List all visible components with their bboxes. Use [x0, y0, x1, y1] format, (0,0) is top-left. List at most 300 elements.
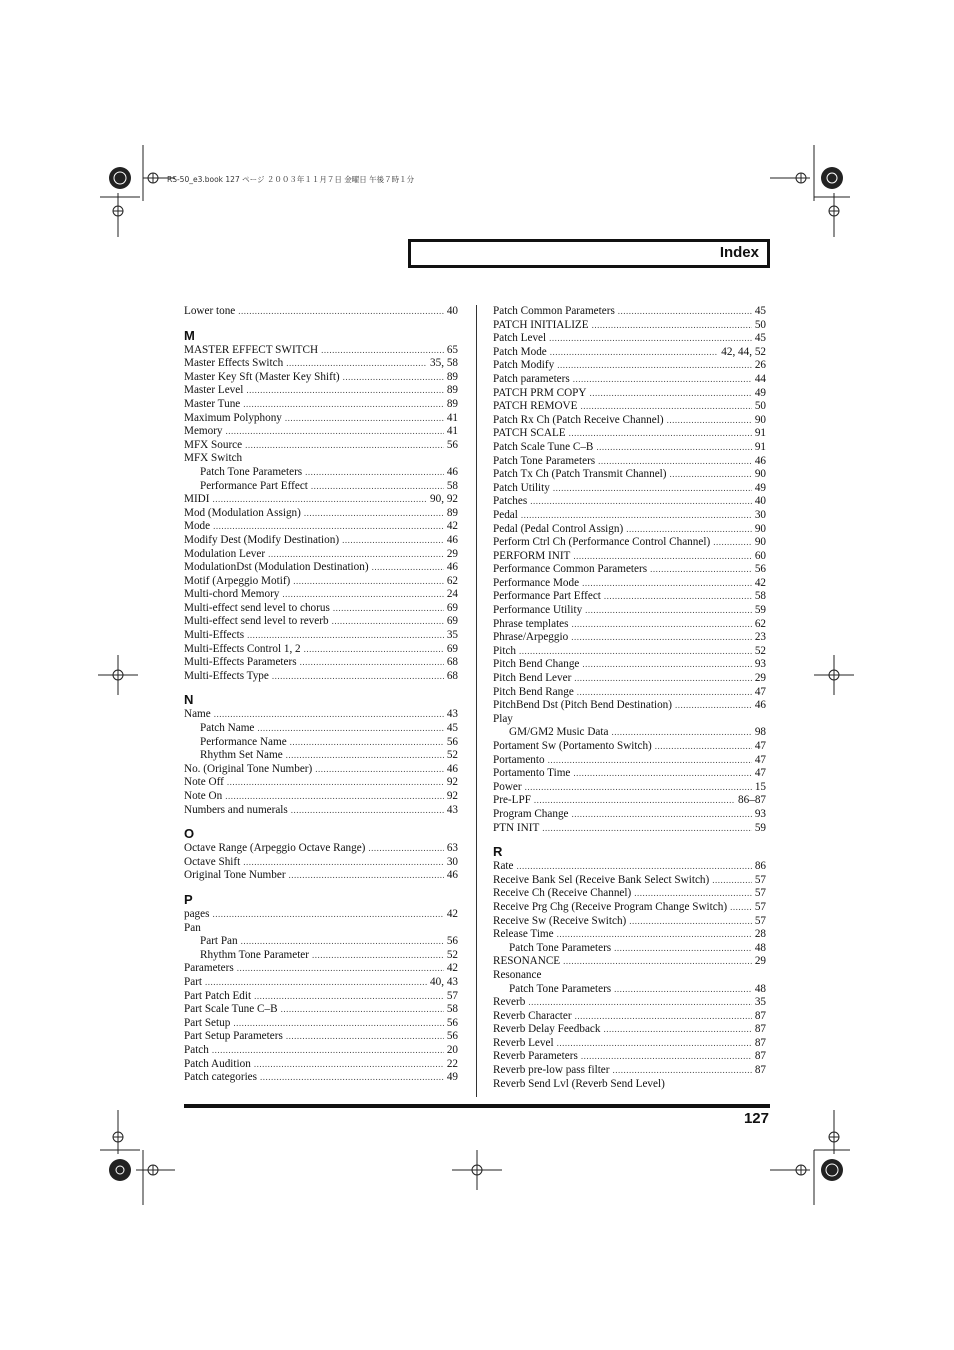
index-term: RESONANCE — [493, 955, 561, 968]
dot-leader — [286, 357, 427, 371]
index-page-ref: 91 — [754, 427, 766, 440]
index-term: Patch Tone Parameters — [200, 465, 303, 478]
index-entry — [493, 631, 766, 645]
index-term: MASTER EFFECT SWITCH — [184, 343, 319, 356]
index-term: Rhythm Set Name — [200, 749, 283, 762]
index-page-ref: 90 — [754, 522, 766, 535]
index-entry — [184, 922, 458, 936]
registration-mark-left-middle — [98, 655, 138, 695]
dot-leader — [614, 983, 752, 997]
index-term: Multi-Effects Type — [184, 669, 269, 682]
index-page-ref: 60 — [754, 549, 766, 562]
index-page-ref: 42, 44, 52 — [721, 345, 766, 358]
dot-leader — [321, 344, 444, 358]
index-entry — [184, 561, 458, 575]
index-page-ref: 15 — [754, 780, 766, 793]
index-term: Performance Part Effect — [200, 479, 308, 492]
index-term: Receive Prg Chg (Receive Program Change Switch) — [493, 900, 728, 913]
index-entry — [493, 482, 766, 496]
dot-leader — [528, 996, 752, 1010]
index-entry — [184, 412, 458, 426]
index-page-ref: 50 — [754, 400, 766, 413]
index-page-ref: 46 — [446, 869, 458, 882]
dot-leader — [530, 495, 752, 509]
index-entry — [493, 455, 766, 469]
index-entry — [493, 563, 766, 577]
index-entry — [184, 439, 458, 453]
index-page-ref: 69 — [446, 601, 458, 614]
index-entry — [493, 400, 766, 414]
index-page-ref: 41 — [446, 411, 458, 424]
index-page-ref: 57 — [754, 873, 766, 886]
index-entry — [493, 305, 766, 319]
index-entry — [493, 1050, 766, 1064]
index-term: Note Off — [184, 776, 224, 789]
dot-leader — [534, 794, 735, 808]
dot-leader — [312, 949, 444, 963]
index-term: Multi-Effects Parameters — [184, 656, 297, 669]
dot-leader — [580, 400, 751, 414]
index-term: Original Tone Number — [184, 869, 286, 882]
index-term: Performance Name — [200, 735, 287, 748]
index-entry — [184, 398, 458, 412]
index-page-ref: 92 — [446, 790, 458, 802]
dot-leader — [557, 1037, 752, 1051]
index-entry — [493, 645, 766, 659]
index-term: Program Change — [493, 807, 569, 820]
index-page-ref: 87 — [754, 1023, 766, 1036]
index-page-ref: 93 — [754, 658, 766, 671]
dot-leader — [569, 427, 752, 441]
index-entry — [493, 577, 766, 591]
dot-leader — [304, 507, 444, 521]
index-page-ref: 49 — [754, 481, 766, 494]
index-term: Patch Name — [200, 722, 255, 735]
dot-leader — [585, 604, 752, 618]
index-entry — [493, 468, 766, 482]
index-term: Modify Dest (Modify Destination) — [184, 533, 340, 546]
index-term: Multi-effect send level to chorus — [184, 601, 330, 614]
index-page-ref: 46 — [754, 699, 766, 712]
index-term: Motif (Arpeggio Motif) — [184, 574, 291, 587]
index-term: Receive Ch (Receive Channel) — [493, 887, 632, 900]
dot-leader — [285, 412, 444, 426]
index-page-ref: 22 — [446, 1057, 458, 1070]
index-entry — [493, 536, 766, 550]
index-term: Multi-effect send level to reverb — [184, 615, 329, 628]
index-entry — [493, 672, 766, 686]
index-page-ref: 63 — [446, 842, 458, 855]
index-term: GM/GM2 Music Data — [509, 726, 609, 739]
footer-rule — [184, 1104, 770, 1108]
index-subentry — [184, 949, 458, 963]
index-page-ref: 30 — [754, 508, 766, 521]
index-page-ref: 23 — [754, 631, 766, 644]
index-subentry — [493, 983, 766, 997]
dot-leader — [629, 915, 752, 929]
index-entry — [493, 808, 766, 822]
index-term: Part Patch Edit — [184, 989, 252, 1002]
index-entry — [493, 754, 766, 768]
index-subentry — [493, 942, 766, 956]
index-term: Maximum Polyphony — [184, 411, 282, 424]
index-term: Resonance — [493, 968, 542, 981]
index-term: Reverb Parameters — [493, 1050, 578, 1063]
index-term: MIDI — [184, 493, 210, 506]
index-term: Multi-chord Memory — [184, 588, 280, 601]
index-term: Patch Level — [493, 332, 547, 345]
dot-leader — [557, 359, 752, 373]
index-page-ref: 29 — [446, 547, 458, 560]
registration-mark-top-left — [100, 145, 180, 245]
index-term: Part Setup — [184, 1016, 231, 1029]
dot-leader — [247, 629, 444, 643]
dot-leader — [573, 767, 751, 781]
index-term: Pitch Bend Change — [493, 658, 580, 671]
index-entry — [493, 699, 766, 713]
index-entry — [184, 708, 458, 722]
index-entry — [493, 658, 766, 672]
index-term: Memory — [184, 425, 223, 438]
index-term: Play — [493, 712, 513, 725]
index-page-ref: 59 — [754, 821, 766, 834]
dot-leader — [574, 672, 752, 686]
index-entry — [493, 955, 766, 969]
dot-leader — [730, 901, 752, 915]
index-entry — [184, 962, 458, 976]
index-page-ref: 24 — [446, 588, 458, 601]
index-term: Receive Sw (Receive Switch) — [493, 914, 627, 927]
dot-leader — [243, 856, 444, 870]
index-term: Perform Ctrl Ch (Performance Control Channel) — [493, 536, 711, 549]
dot-leader — [238, 305, 444, 319]
index-entry — [184, 656, 458, 670]
index-subentry — [184, 749, 458, 763]
dot-leader — [655, 740, 752, 754]
index-page-ref: 57 — [754, 887, 766, 900]
index-term: MFX Source — [184, 438, 243, 451]
index-entry — [184, 869, 458, 883]
dot-leader — [589, 387, 751, 401]
index-entry — [184, 520, 458, 534]
index-entry — [493, 604, 766, 618]
index-entry — [184, 493, 458, 507]
dot-leader — [205, 976, 427, 990]
dot-leader — [286, 1030, 444, 1044]
index-entry — [184, 344, 458, 358]
index-subentry — [184, 466, 458, 480]
index-entry — [493, 441, 766, 455]
index-term: Patch Tone Parameters — [509, 941, 612, 954]
index-page-ref: 26 — [754, 359, 766, 372]
index-page-ref: 87 — [754, 1064, 766, 1077]
index-page-ref: 86 — [754, 860, 766, 873]
index-entry — [493, 767, 766, 781]
index-term: Patch categories — [184, 1071, 257, 1084]
index-term: Phrase templates — [493, 617, 569, 630]
index-page-ref: 59 — [754, 604, 766, 617]
index-term: Mode — [184, 520, 211, 533]
index-page-ref: 65 — [446, 343, 458, 356]
index-term: PATCH INITIALIZE — [493, 318, 589, 331]
dot-leader — [549, 332, 752, 346]
index-page-ref: 42 — [446, 520, 458, 533]
index-column-right — [493, 305, 766, 1091]
index-term: Performance Utility — [493, 604, 583, 617]
index-term: Patch Common Parameters — [493, 305, 615, 317]
dot-leader — [300, 656, 444, 670]
index-entry — [493, 1023, 766, 1037]
dot-leader — [281, 1003, 444, 1017]
index-page-ref: 52 — [754, 644, 766, 657]
dot-leader — [573, 550, 751, 564]
index-page-ref: 91 — [754, 440, 766, 453]
index-page-ref: 68 — [446, 656, 458, 669]
index-page-ref: 47 — [754, 740, 766, 752]
dot-leader — [521, 509, 752, 523]
index-term: Patch Utility — [493, 481, 550, 494]
index-term: Mod (Modulation Assign) — [184, 506, 301, 519]
index-term: Reverb Character — [493, 1009, 572, 1022]
dot-leader — [582, 577, 752, 591]
index-entry — [493, 332, 766, 346]
index-page-ref: 89 — [446, 506, 458, 519]
dot-leader — [563, 955, 752, 969]
index-letter-heading: R — [493, 844, 503, 860]
index-column-left — [184, 305, 458, 1085]
section-title: Index — [719, 244, 759, 261]
section-title-box — [408, 239, 770, 268]
dot-leader — [291, 804, 444, 818]
index-page-ref: 90, 92 — [430, 493, 458, 506]
index-page-ref: 45 — [446, 722, 458, 735]
dot-leader — [246, 384, 443, 398]
index-term: Portamento Time — [493, 767, 571, 780]
dot-leader — [603, 1023, 751, 1037]
index-term: Note On — [184, 790, 223, 802]
index-term: Patch Scale Tune C–B — [493, 440, 594, 453]
dot-leader — [582, 658, 751, 672]
dot-leader — [550, 346, 718, 360]
index-entry — [493, 414, 766, 428]
index-term: Multi-Effects Control 1, 2 — [184, 642, 301, 655]
index-entry — [493, 523, 766, 537]
index-entry — [184, 1044, 458, 1058]
index-page-ref: 89 — [446, 370, 458, 383]
dot-leader — [212, 493, 427, 507]
index-page-ref: 58 — [754, 590, 766, 603]
dot-leader — [525, 781, 752, 795]
dot-leader — [650, 563, 752, 577]
index-subentry — [184, 480, 458, 494]
index-page-ref: 20 — [446, 1043, 458, 1056]
index-entry — [493, 915, 766, 929]
dot-leader — [592, 319, 752, 333]
dot-leader — [519, 645, 752, 659]
index-term: Patch Rx Ch (Patch Receive Channel) — [493, 413, 664, 426]
dot-leader — [254, 1058, 444, 1072]
index-entry — [493, 822, 766, 836]
index-term: Pre-LPF — [493, 794, 531, 807]
index-entry — [493, 740, 766, 754]
registration-mark-bottom-left — [100, 1110, 180, 1205]
index-term: Reverb Level — [493, 1036, 554, 1049]
dot-leader — [634, 887, 752, 901]
index-page-ref: 56 — [446, 735, 458, 748]
index-page-ref: 98 — [754, 726, 766, 739]
index-entry — [493, 996, 766, 1010]
index-term: Rhythm Tone Parameter — [200, 948, 309, 961]
index-entry — [184, 384, 458, 398]
index-page-ref: 46 — [446, 465, 458, 478]
index-term: Patch Mode — [493, 345, 547, 358]
index-term: Part Scale Tune C–B — [184, 1003, 278, 1016]
index-page-ref: 40, 43 — [430, 975, 458, 988]
dot-leader — [289, 869, 444, 883]
index-entry — [184, 776, 458, 790]
dot-leader — [581, 1050, 752, 1064]
index-term: Receive Bank Sel (Receive Bank Select Switch) — [493, 873, 710, 886]
index-page-ref: 92 — [446, 776, 458, 789]
index-term: Patch Audition — [184, 1057, 251, 1070]
index-entry — [184, 763, 458, 777]
dot-leader — [305, 466, 444, 480]
index-term: PERFORM INIT — [493, 549, 571, 562]
dot-leader — [241, 935, 444, 949]
index-term: Name — [184, 708, 211, 721]
index-page-ref: 35, 58 — [430, 357, 458, 370]
index-page-ref: 58 — [446, 1003, 458, 1016]
index-entry — [493, 794, 766, 808]
dot-leader — [675, 699, 752, 713]
index-page-ref: 58 — [446, 479, 458, 492]
index-page-ref: 69 — [446, 642, 458, 655]
index-entry — [184, 371, 458, 385]
index-term: Portament Sw (Portamento Switch) — [493, 740, 652, 752]
index-entry — [493, 1037, 766, 1051]
index-term: Patch — [184, 1043, 209, 1056]
index-term: Patch parameters — [493, 372, 570, 385]
registration-mark-bottom-right — [770, 1110, 850, 1205]
index-term: Parameters — [184, 962, 234, 975]
index-page-ref: 41 — [446, 425, 458, 438]
index-letter-heading: N — [184, 692, 194, 708]
index-entry — [493, 1078, 766, 1092]
dot-leader — [572, 808, 752, 822]
index-page-ref: 48 — [754, 982, 766, 995]
index-page-ref: 57 — [754, 914, 766, 927]
index-term: Numbers and numerals — [184, 803, 288, 816]
index-term: ModulationDst (Modulation Destination) — [184, 561, 369, 574]
index-entry — [184, 842, 458, 856]
index-entry — [184, 1003, 458, 1017]
index-term: Patch Tone Parameters — [493, 454, 596, 467]
index-term: PATCH PRM COPY — [493, 386, 587, 399]
index-page-ref: 49 — [754, 386, 766, 399]
index-term: PATCH SCALE — [493, 427, 566, 440]
index-term: PitchBend Dst (Pitch Bend Destination) — [493, 699, 672, 712]
index-page-ref: 89 — [446, 397, 458, 410]
index-term: Rate — [493, 860, 514, 873]
index-term: Phrase/Arpeggio — [493, 631, 569, 644]
index-page-ref: 43 — [446, 803, 458, 816]
dot-leader — [290, 736, 444, 750]
index-term: Master Key Sft (Master Key Shift) — [184, 370, 340, 383]
dot-leader — [573, 373, 752, 387]
index-entry — [493, 550, 766, 564]
index-page-ref: 40 — [446, 305, 458, 317]
index-term: Performance Common Parameters — [493, 563, 648, 576]
index-entry — [493, 928, 766, 942]
dot-leader — [611, 726, 751, 740]
index-entry — [493, 359, 766, 373]
index-term: Master Level — [184, 384, 244, 397]
index-term: Reverb pre-low pass filter — [493, 1064, 610, 1077]
index-entry — [184, 670, 458, 684]
dot-leader — [614, 942, 752, 956]
index-page-ref: 52 — [446, 948, 458, 961]
dot-leader — [604, 590, 752, 604]
dot-leader — [333, 602, 444, 616]
index-term: No. (Original Tone Number) — [184, 762, 313, 775]
index-entry — [184, 588, 458, 602]
index-letter-heading: P — [184, 891, 193, 907]
dot-leader — [233, 1017, 444, 1031]
index-entry — [184, 990, 458, 1004]
index-entry — [493, 860, 766, 874]
index-page-ref: 29 — [754, 672, 766, 685]
index-letter-heading: O — [184, 826, 195, 842]
index-term: Pitch Bend Lever — [493, 672, 572, 685]
dot-leader — [245, 439, 444, 453]
index-term: Master Effects Switch — [184, 357, 284, 370]
index-page-ref: 47 — [754, 767, 766, 780]
dot-leader — [598, 455, 752, 469]
dot-leader — [254, 990, 444, 1004]
dot-leader — [272, 670, 444, 684]
index-term: Pitch Bend Range — [493, 685, 574, 698]
dot-leader — [243, 398, 444, 412]
index-entry — [493, 373, 766, 387]
dot-leader — [372, 561, 444, 575]
index-entry — [184, 452, 458, 466]
index-page-ref: 35 — [446, 629, 458, 642]
index-subentry — [184, 736, 458, 750]
index-term: Power — [493, 780, 522, 793]
index-entry — [184, 425, 458, 439]
index-page-ref: 30 — [446, 855, 458, 868]
dot-leader — [225, 790, 444, 804]
index-page-ref: 47 — [754, 685, 766, 698]
index-page-ref: 56 — [754, 563, 766, 576]
index-term: Patch Tone Parameters — [509, 982, 612, 995]
dot-leader — [212, 1044, 444, 1058]
index-term: pages — [184, 907, 210, 920]
index-page-ref: 57 — [754, 900, 766, 913]
index-page-ref: 90 — [754, 468, 766, 481]
index-entry — [184, 602, 458, 616]
dot-leader — [712, 874, 752, 888]
index-entry — [493, 1010, 766, 1024]
print-crop-header: RS-50_e3.book 127 ページ ２００３年１１月７日 金曜日 午後７時１分 — [167, 175, 415, 184]
index-term: Reverb — [493, 996, 526, 1009]
registration-mark-bottom-center — [452, 1150, 502, 1190]
index-entry — [493, 387, 766, 401]
index-page-ref: 42 — [754, 576, 766, 589]
index-term: Reverb Send Lvl (Reverb Send Level) — [493, 1077, 665, 1090]
index-page-ref: 49 — [446, 1071, 458, 1084]
index-page-ref: 29 — [754, 955, 766, 968]
